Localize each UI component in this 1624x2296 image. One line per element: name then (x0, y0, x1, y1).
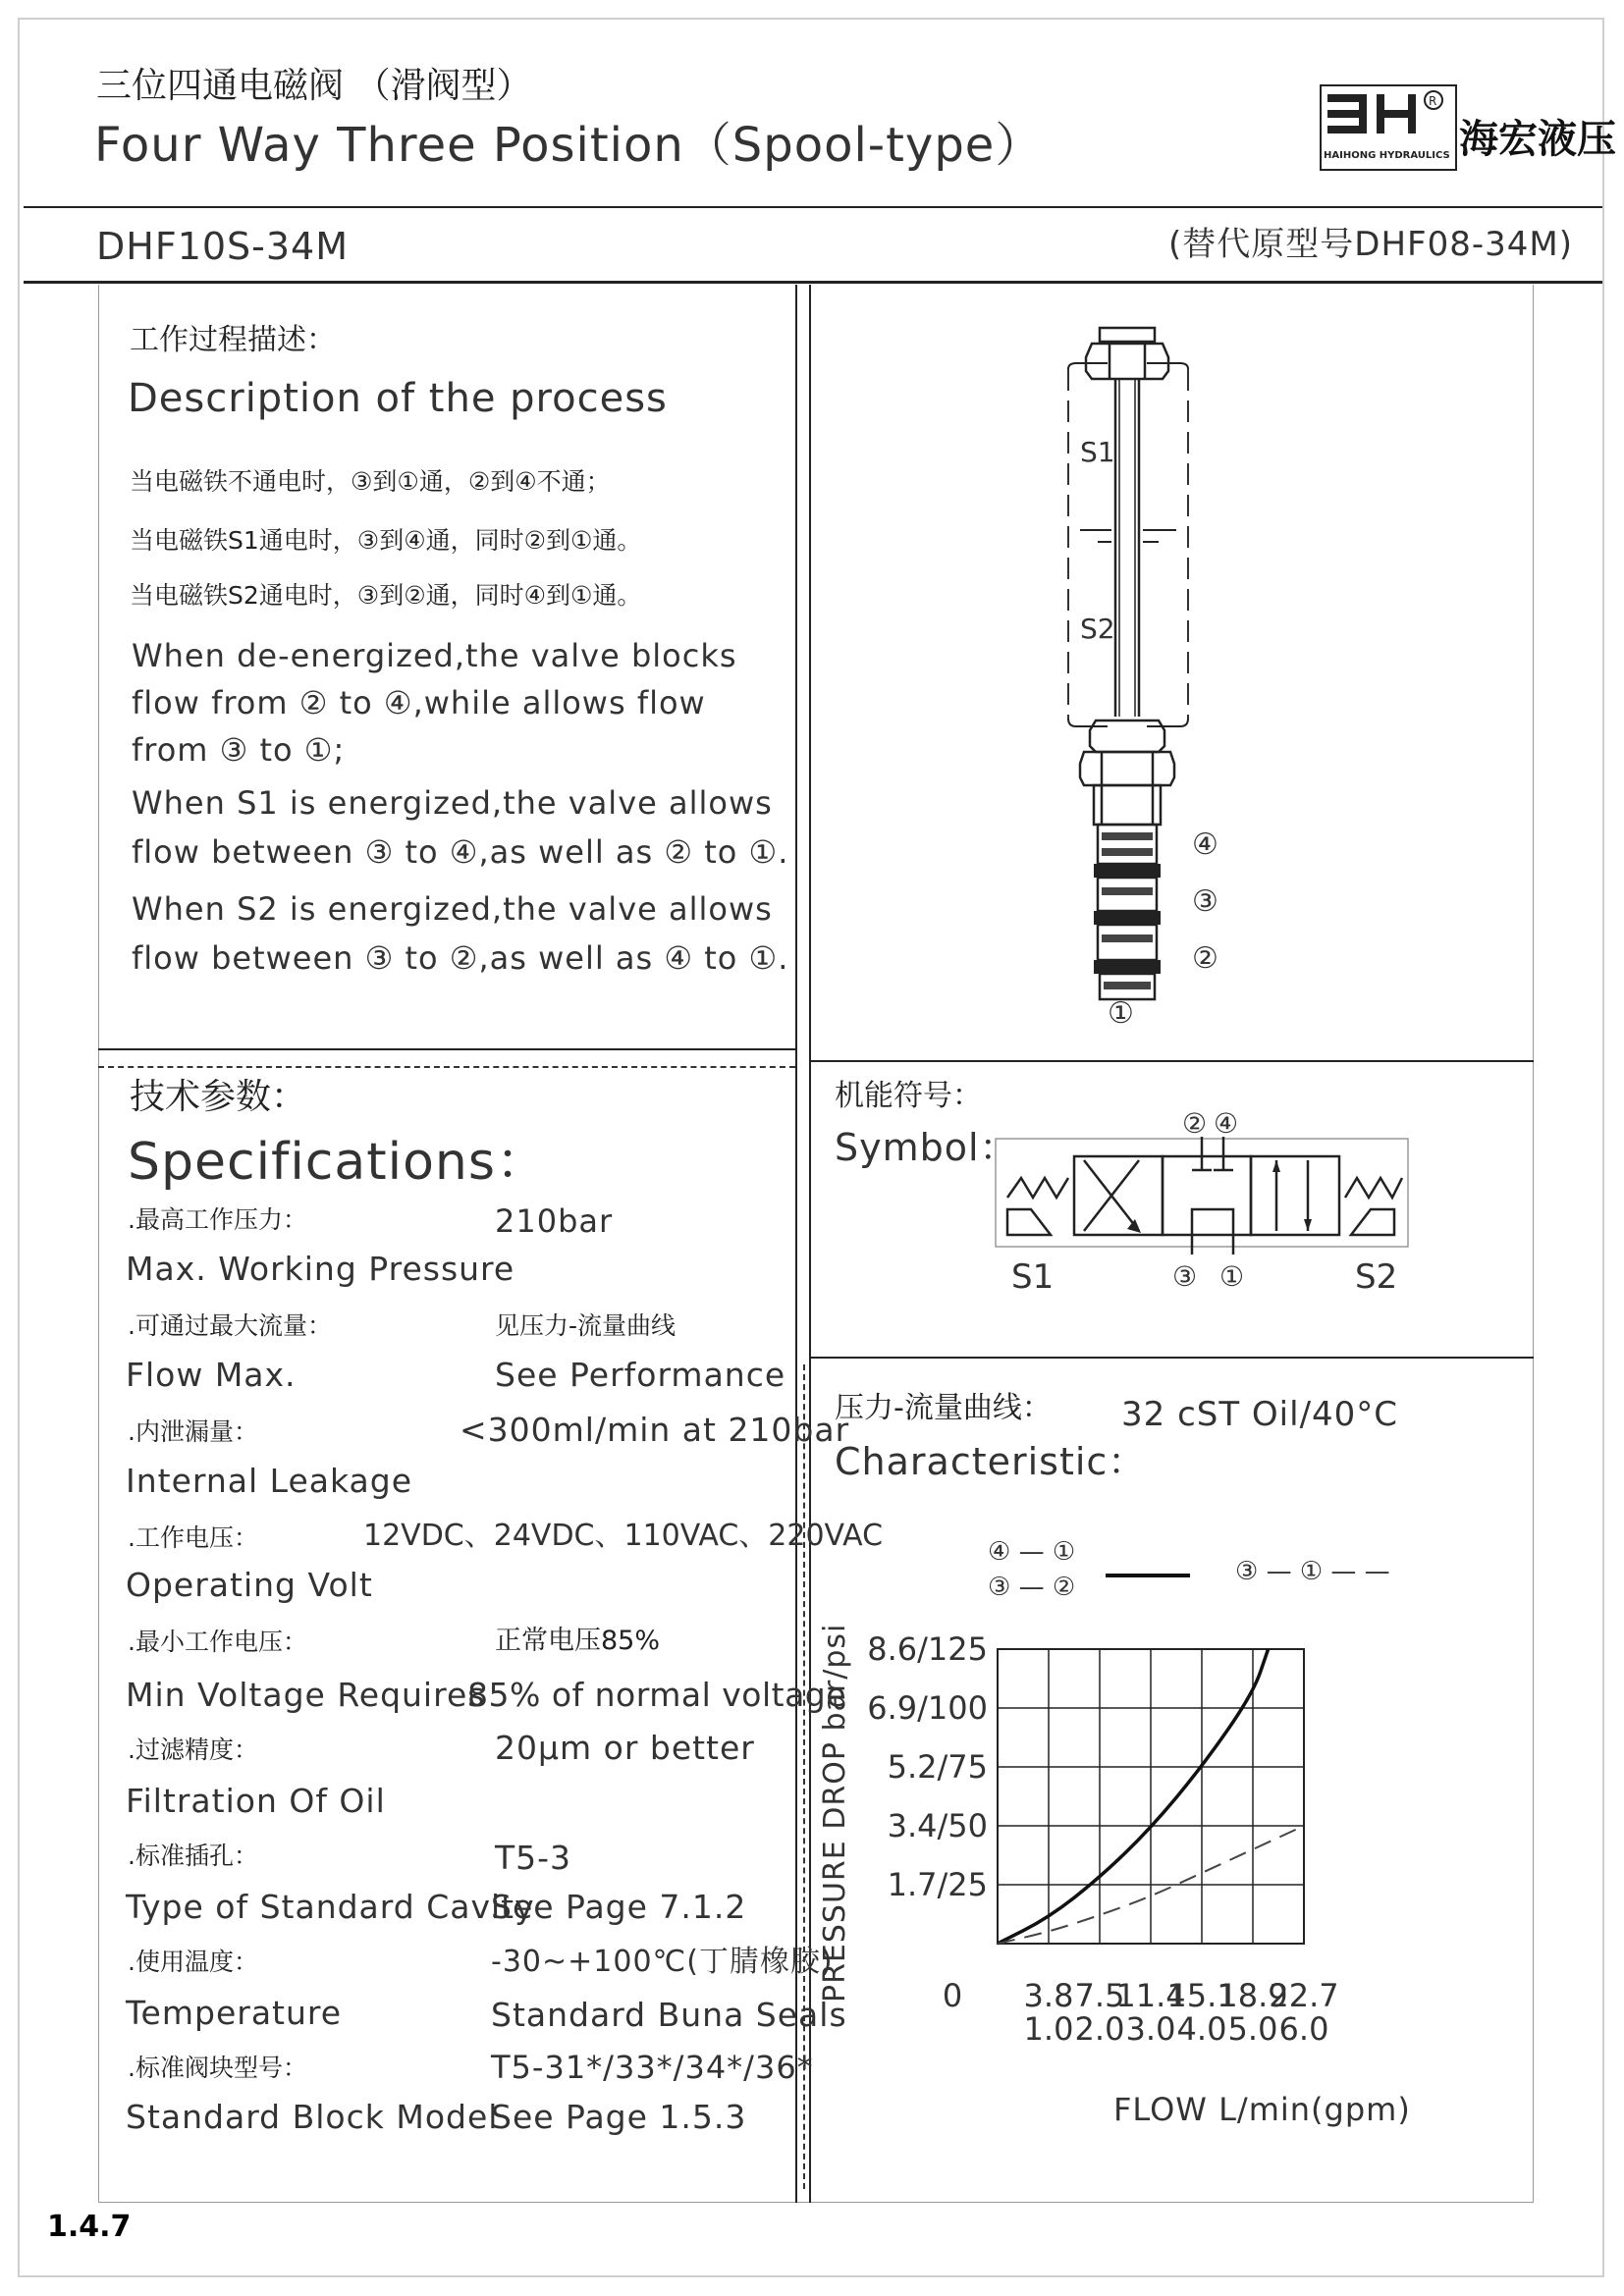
valve-label-s2: S2 (1080, 613, 1115, 645)
spec-en: Internal Leakage (126, 1462, 413, 1500)
model-code: DHF10S-34M (96, 225, 350, 268)
symbol-heading-en: Symbol： (835, 1126, 1018, 1169)
pressure-flow-chart (815, 1610, 1522, 2160)
spec-cn: .可通过最大流量： (128, 1311, 332, 1340)
chart-series-solid (998, 1649, 1269, 1944)
spec-en: Max. Working Pressure (126, 1250, 515, 1288)
symbol-label-s1: S1 (1011, 1257, 1055, 1296)
chart-y-tick: 3.4/50 (887, 1807, 988, 1844)
chart-x-tick-lpm: 7.5 (1074, 1977, 1125, 2014)
hydraulic-symbol (992, 1099, 1414, 1296)
center-divider-a (795, 285, 797, 2203)
chart-x-tick-lpm: 22.7 (1269, 1977, 1339, 2014)
chart-x-tick-gpm: 3.0 (1125, 2010, 1176, 2048)
valve-port-4: ④ (1192, 828, 1218, 862)
chart-x-tick-gpm: 5.0 (1227, 2010, 1278, 2048)
chart-x-tick-lpm: 11.4 (1115, 1977, 1186, 2014)
spec-value: 210bar (495, 1202, 614, 1240)
desc-heading-cn: 工作过程描述： (130, 323, 336, 357)
spec-value: <300ml/min at 210bar (460, 1411, 850, 1449)
desc-en-line: flow between ③ to ④,as well as ② to ①. (132, 833, 789, 871)
desc-en-line: flow from ② to ④,while allows flow (132, 684, 706, 721)
legend-solid-line (1106, 1574, 1190, 1577)
chart-x-tick-lpm: 18.9 (1218, 1977, 1288, 2014)
header-rule-top (24, 206, 1602, 208)
valve-label-s1: S1 (1080, 436, 1115, 468)
desc-heading-en: Description of the process (128, 376, 668, 421)
replaces-model: (替代原型号DHF08-34M) (1168, 225, 1573, 264)
symbol-port-top-4: ④ (1214, 1107, 1239, 1140)
spec-value-en: See Performance (495, 1356, 786, 1394)
page-number: 1.4.7 (47, 2210, 132, 2244)
chart-x-tick-gpm: 1.0 (1023, 2010, 1074, 2048)
spec-value: T5-31*/33*/34*/36* (491, 2049, 814, 2086)
spec-heading-en: Specifications： (128, 1133, 548, 1192)
spec-value-en: See Page 1.5.3 (491, 2098, 747, 2136)
valve-port-1: ① (1108, 996, 1134, 1031)
symbol-port-bottom-3: ③ (1172, 1260, 1198, 1293)
spec-en: Filtration Of Oil (126, 1782, 386, 1820)
row-divider-right (809, 1060, 1534, 1062)
chart-ticks (867, 1630, 1338, 2048)
symbol-label-s2: S2 (1355, 1257, 1398, 1296)
chart-x-tick-lpm: 3.8 (1023, 1977, 1074, 2014)
valve-port-2: ② (1192, 941, 1218, 976)
chart-grid (998, 1649, 1304, 1944)
legend-solid-2: ③ — ② (988, 1573, 1076, 1602)
title-en: Four Way Three Position（Spool-type） (94, 118, 1044, 173)
chart-ylabel: PRESSURE DROP bar/psi (818, 1623, 852, 2002)
spec-en: Type of Standard Cavity (126, 1888, 535, 1926)
symbol-port-top-2: ② (1182, 1107, 1208, 1140)
desc-en-line: When S2 is energized,the valve allows (132, 890, 773, 928)
desc-cn-line: 当电磁铁S1通电时，③到④通，同时②到①通。 (130, 526, 642, 555)
svg-text:R: R (1429, 94, 1437, 108)
spec-cn: .最高工作压力： (128, 1205, 307, 1234)
row-divider-left-dash (98, 1066, 795, 1068)
row-divider-left (98, 1048, 795, 1050)
chart-xlabel: FLOW L/min(gpm) (1113, 2091, 1411, 2128)
legend-dashed: ③ — ① — — (1235, 1557, 1390, 1586)
spec-cn: .使用温度： (128, 1948, 258, 1976)
spec-cn: .内泄漏量： (128, 1417, 258, 1446)
title-cn: 三位四通电磁阀 （滑阀型） (96, 66, 532, 106)
chart-origin-label: 0 (942, 1977, 963, 2014)
desc-cn-line: 当电磁铁不通电时，③到①通，②到④不通； (130, 467, 611, 496)
spec-cn: .最小工作电压： (128, 1628, 307, 1656)
spec-value: 12VDC、24VDC、110VAC、220VAC (363, 1519, 884, 1553)
spec-value: 20μm or better (495, 1729, 755, 1767)
spec-value-en: See Page 7.1.2 (491, 1888, 747, 1926)
desc-en-line: flow between ③ to ②,as well as ④ to ①. (132, 939, 789, 977)
spec-heading-cn: 技术参数： (130, 1077, 307, 1117)
spec-en: Operating Volt (126, 1566, 373, 1604)
chart-oil-note: 32 cST Oil/40°C (1121, 1395, 1399, 1434)
spec-en: Min Voltage Requires (126, 1676, 486, 1714)
chart-x-tick-gpm: 6.0 (1278, 2010, 1329, 2048)
symbol-heading-cn: 机能符号： (835, 1079, 982, 1113)
spec-en: Flow Max. (126, 1356, 297, 1394)
spec-value: 见压力-流量曲线 (495, 1311, 677, 1340)
desc-en-line: When S1 is energized,the valve allows (132, 784, 773, 822)
brand-logo (1320, 84, 1457, 171)
chart-x-tick-gpm: 4.0 (1176, 2010, 1227, 2048)
spec-cn: .标准阀块型号： (128, 2054, 307, 2082)
header-rule-bottom (24, 281, 1602, 284)
spec-en: Standard Block Model (126, 2098, 499, 2136)
chart-heading-cn: 压力-流量曲线： (835, 1391, 1052, 1425)
chart-heading-en: Characteristic： (835, 1440, 1147, 1483)
desc-en-line: from ③ to ①; (132, 731, 346, 769)
brand-cn: 海宏液压 (1459, 117, 1616, 162)
chart-y-tick: 6.9/100 (867, 1689, 988, 1727)
chart-x-tick-lpm: 15.1 (1166, 1977, 1237, 2014)
desc-en-line: When de-energized,the valve blocks (132, 637, 737, 674)
logo-text: HAIHONG HYDRAULICS (1324, 150, 1450, 161)
spec-cn: .过滤精度： (128, 1735, 258, 1764)
chart-x-tick-gpm: 2.0 (1074, 2010, 1125, 2048)
spec-cn: .标准插孔： (128, 1842, 258, 1870)
chart-y-tick: 5.2/75 (887, 1748, 988, 1786)
chart-y-tick: 8.6/125 (867, 1630, 988, 1668)
valve-port-3: ③ (1192, 884, 1218, 919)
spec-en: Temperature (126, 1994, 343, 2032)
symbol-divider (809, 1357, 1534, 1359)
symbol-port-bottom-1: ① (1219, 1260, 1245, 1293)
spec-cn: .工作电压： (128, 1523, 258, 1552)
spec-value: 正常电压85% (495, 1626, 661, 1656)
valve-cross-section (1041, 314, 1296, 1041)
desc-cn-line: 当电磁铁S2通电时，③到②通，同时④到①通。 (130, 581, 642, 610)
spec-value: -30~+100℃(丁腈橡胶) (491, 1945, 834, 1979)
center-divider-b (809, 285, 811, 2203)
chart-y-tick: 1.7/25 (887, 1866, 988, 1903)
spec-value-en: 85% of normal voltage (467, 1676, 847, 1714)
spec-value-en: Standard Buna Seals (491, 1996, 847, 2034)
legend-solid-1: ④ — ① (988, 1537, 1076, 1567)
spec-value: T5-3 (495, 1839, 572, 1877)
